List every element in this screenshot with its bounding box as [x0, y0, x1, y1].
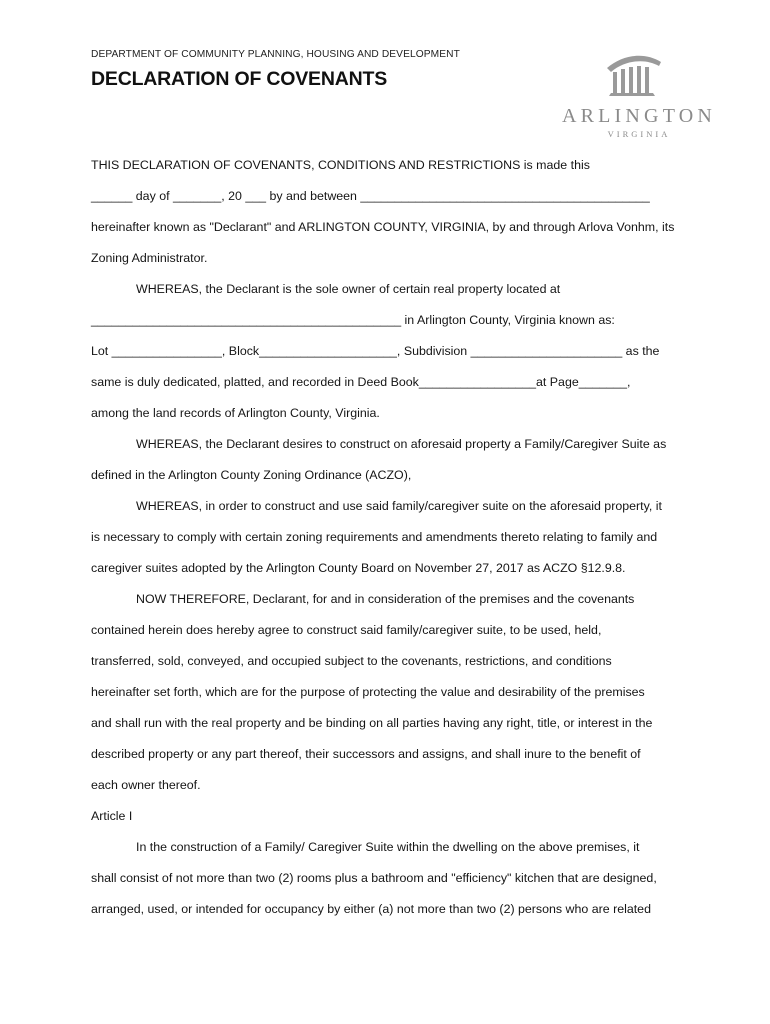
body-line: transferred, sold, conveyed, and occupied subject to the covenants, restrictions, and conditions — [91, 654, 612, 668]
body-line: is necessary to comply with certain zoning requirements and amendments thereto relating to family and — [91, 530, 658, 544]
body-line: _____________________________________________ in Arlington County, Virginia known as: — [91, 313, 615, 327]
arlington-house-columns-icon — [603, 52, 663, 98]
body-line: WHEREAS, the Declarant is the sole owner of certain real property located at — [136, 282, 561, 296]
body-line: hereinafter known as "Declarant" and ARLINGTON COUNTY, VIRGINIA, by and through Arlova Vonhm, its — [91, 220, 675, 234]
body-line: WHEREAS, in order to construct and use said family/caregiver suite on the aforesaid property, it — [136, 499, 662, 513]
body-line: arranged, used, or intended for occupancy by either (a) not more than two (2) persons who are related — [91, 902, 651, 916]
body-line: THIS DECLARATION OF COVENANTS, CONDITIONS AND RESTRICTIONS is made this — [91, 158, 590, 172]
body-line: hereinafter set forth, which are for the purpose of protecting the value and desirability of the premises — [91, 685, 645, 699]
logo-subtitle: VIRGINIA — [607, 129, 671, 139]
body-line: WHEREAS, the Declarant desires to construct on aforesaid property a Family/Caregiver Suite as — [136, 437, 667, 451]
body-line: among the land records of Arlington County, Virginia. — [91, 406, 380, 420]
body-line: and shall run with the real property and be binding on all parties having any right, title, or interest in the — [91, 716, 653, 730]
body-line: defined in the Arlington County Zoning Ordinance (ACZO), — [91, 468, 412, 482]
body-line: contained herein does hereby agree to construct said family/caregiver suite, to be used, held, — [91, 623, 602, 637]
body-line: each owner thereof. — [91, 778, 201, 792]
body-line: Zoning Administrator. — [91, 251, 208, 265]
body-line: caregiver suites adopted by the Arlington County Board on November 27, 2017 as ACZO §12.9.8. — [91, 561, 626, 575]
logo-name: ARLINGTON — [561, 105, 717, 127]
article-heading: Article I — [91, 809, 133, 823]
document-title: DECLARATION OF COVENANTS — [91, 68, 388, 90]
arlington-logo — [548, 52, 730, 142]
body-line: Lot ________________, Block____________________, Subdivision ______________________ as the — [91, 344, 660, 358]
body-line: same is duly dedicated, platted, and recorded in Deed Book_________________at Page_______, — [91, 375, 631, 389]
body-line: ______ day of _______, 20 ___ by and between __________________________________________ — [91, 189, 650, 203]
body-line: NOW THEREFORE, Declarant, for and in consideration of the premises and the covenants — [136, 592, 635, 606]
body-line: described property or any part thereof, their successors and assigns, and shall inure to the benefit of — [91, 747, 641, 761]
body-line: shall consist of not more than two (2) rooms plus a bathroom and "efficiency" kitchen that are designed, — [91, 871, 657, 885]
document-body — [91, 154, 681, 929]
department-name: DEPARTMENT OF COMMUNITY PLANNING, HOUSING AND DEVELOPMENT — [91, 49, 460, 60]
body-line: In the construction of a Family/ Caregiver Suite within the dwelling on the above premises, it — [136, 840, 640, 854]
